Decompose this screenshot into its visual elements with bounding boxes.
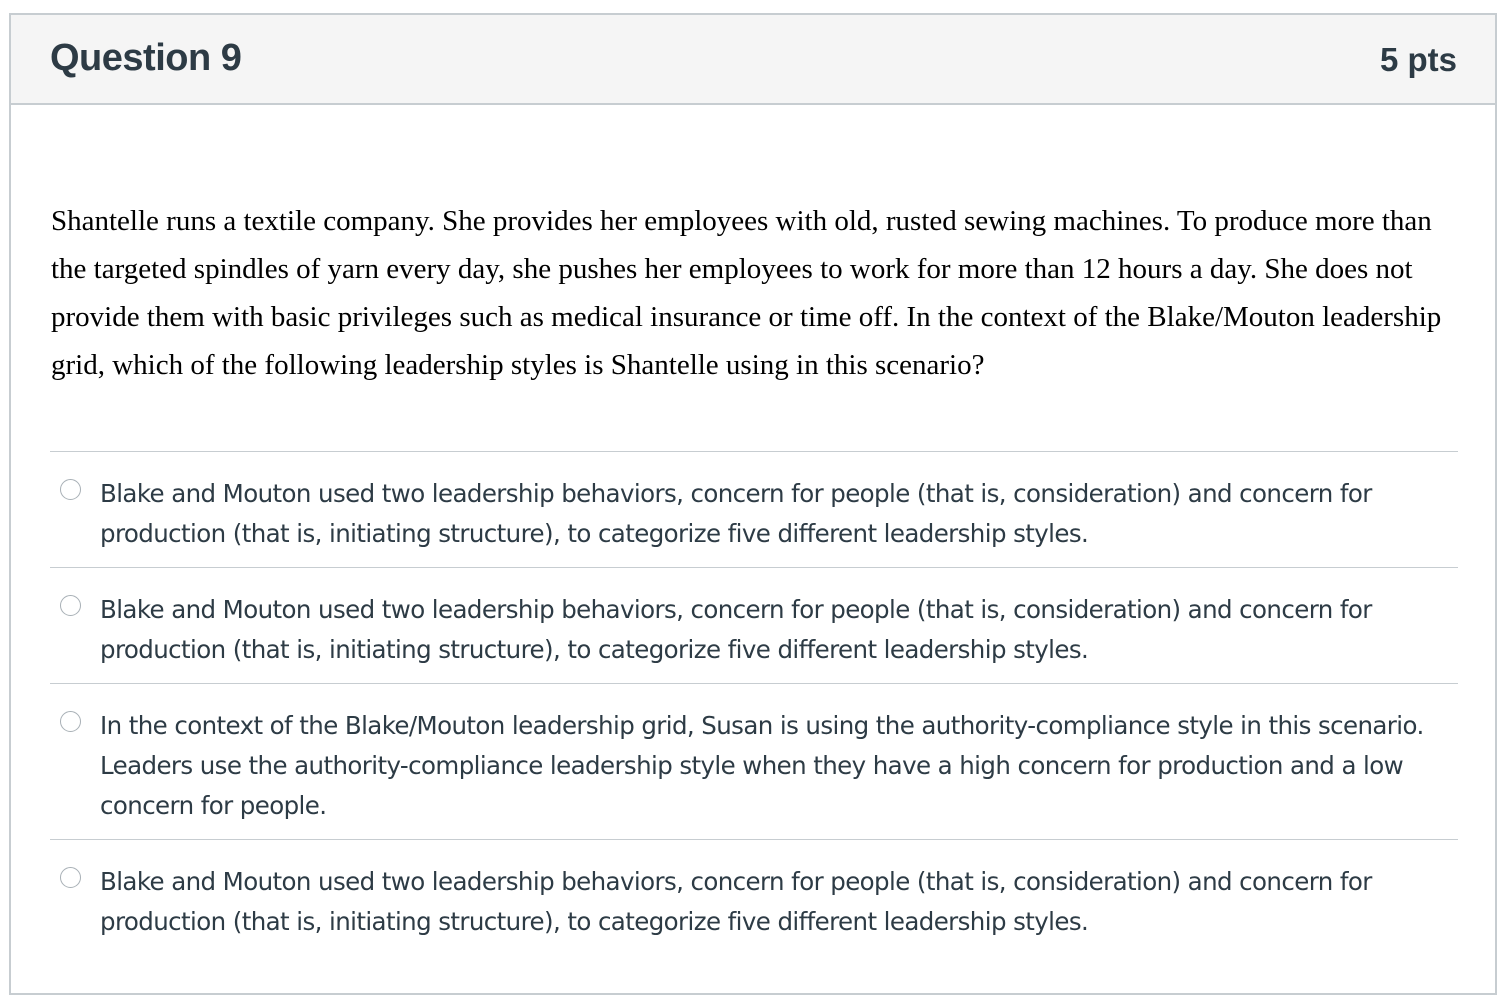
question-header: [11, 15, 1495, 105]
question-points: 5 pts: [1379, 41, 1457, 78]
answer-option[interactable]: [50, 567, 1458, 683]
answer-option[interactable]: [50, 683, 1458, 839]
radio-button[interactable]: [60, 595, 81, 616]
answer-label[interactable]: In the context of the Blake/Mouton leadership grid, Susan is using the authority-compliance style in this scenario. Leaders use the authority-compliance leadership style when they have a high concern for production and a low concern for people.: [100, 711, 1424, 820]
question-text: Shantelle runs a textile company. She provides her employees with old, rusted sewing machines. To produce more than the targeted spindles of yarn every day, she pushes her employees to work for more than 12 hours a day. She does not provide them with basic privileges such as medical insurance or time off. In the context of the Blake/Mouton leadership grid, which of the following leadership styles is Shantelle using in this scenario?: [51, 205, 1442, 381]
answer-label[interactable]: Blake and Mouton used two leadership behaviors, concern for people (that is, consideration) and concern for production (that is, initiating structure), to categorize five different leadership styles.: [100, 867, 1372, 936]
question-card: [9, 13, 1497, 995]
answer-label[interactable]: Blake and Mouton used two leadership behaviors, concern for people (that is, consideration) and concern for production (that is, initiating structure), to categorize five different leadership styles.: [100, 595, 1372, 664]
radio-button[interactable]: [60, 479, 81, 500]
answer-list: [50, 451, 1458, 959]
answer-label[interactable]: Blake and Mouton used two leadership behaviors, concern for people (that is, consideration) and concern for production (that is, initiating structure), to categorize five different leadership styles.: [100, 479, 1372, 548]
radio-button[interactable]: [60, 867, 81, 888]
radio-button[interactable]: [60, 711, 81, 732]
answer-option[interactable]: [50, 839, 1458, 959]
question-title: Question 9: [50, 37, 242, 79]
answer-option[interactable]: [50, 451, 1458, 567]
